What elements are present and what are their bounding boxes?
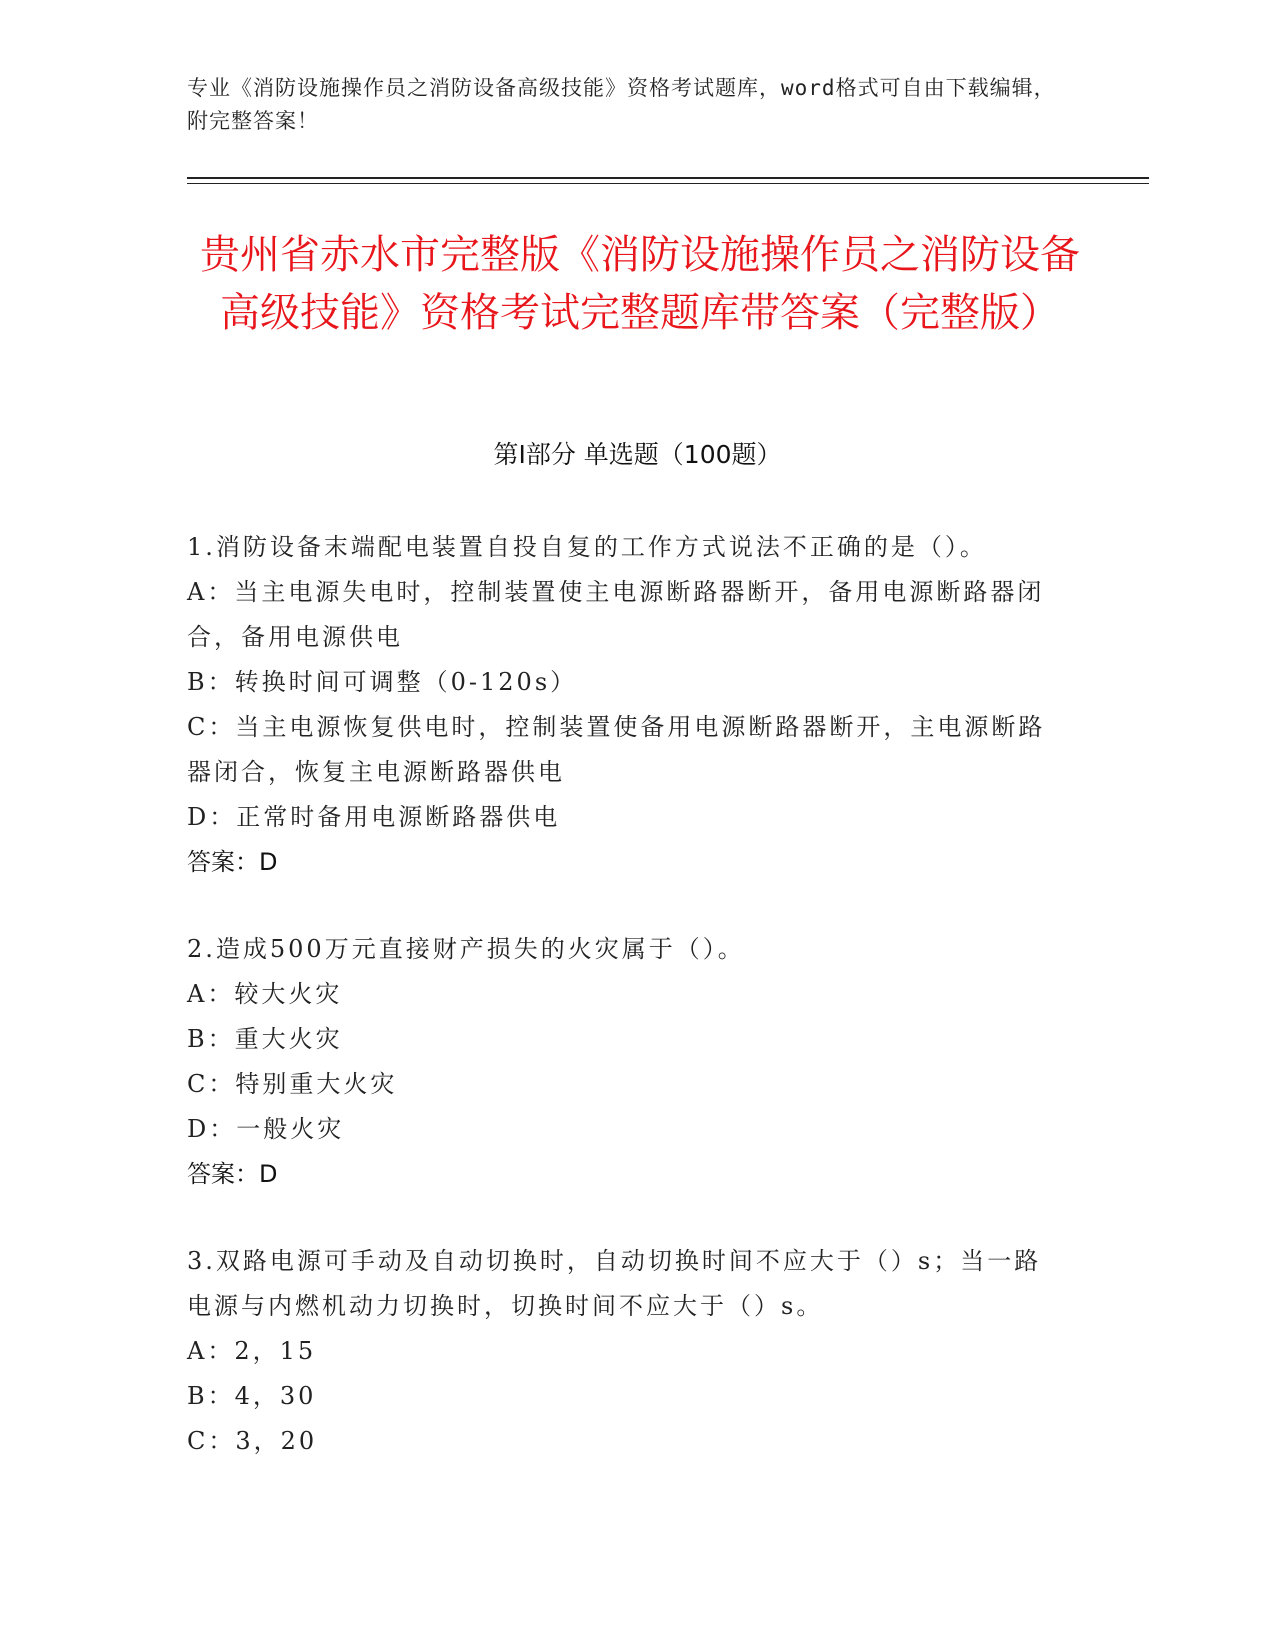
option-d: D：正常时备用电源断路器供电 <box>187 803 561 831</box>
option-b: B：重大火灾 <box>187 1025 343 1053</box>
option-b: B：转换时间可调整（0-120s） <box>187 668 578 696</box>
document-title: 贵州省赤水市完整版《消防设施操作员之消防设备高级技能》资格考试完整题库带答案（完整版） <box>200 232 1080 336</box>
question-stem: 1.消防设备末端配电装置自投自复的工作方式说法不正确的是（）。 <box>187 533 987 561</box>
option-d: D：一般火灾 <box>187 1115 345 1143</box>
option-a: A：2，15 <box>187 1337 317 1365</box>
header-rule-thick <box>187 177 1149 179</box>
option-b: B：4，30 <box>187 1382 317 1410</box>
option-c: C：特别重大火灾 <box>187 1070 398 1098</box>
option-c: C：当主电源恢复供电时，控制装置使备用电源断路器断开，主电源断路器闭合，恢复主电源断路器供电 <box>187 713 1046 786</box>
question-3 <box>187 1239 1067 1464</box>
question-list <box>187 525 1067 1506</box>
option-c: C：3，20 <box>187 1427 318 1455</box>
answer: 答案：D <box>187 848 278 876</box>
section-heading: 第Ⅰ部分 单选题（100题） <box>493 440 782 469</box>
answer: 答案：D <box>187 1160 278 1188</box>
question-stem: 2.造成500万元直接财产损失的火灾属于（）。 <box>187 935 745 963</box>
header-rule-thin <box>187 183 1149 184</box>
question-2 <box>187 927 1067 1197</box>
option-a: A：较大火灾 <box>187 980 343 1008</box>
question-1 <box>187 525 1067 885</box>
header-note: 专业《消防设施操作员之消防设备高级技能》资格考试题库，word格式可自由下载编辑，附完整答案！ <box>187 76 1056 133</box>
question-stem: 3.双路电源可手动及自动切换时，自动切换时间不应大于（）s；当一路电源与内燃机动力切换时，切换时间不应大于（）s。 <box>187 1247 1042 1320</box>
option-a: A：当主电源失电时，控制装置使主电源断路器断开，备用电源断路器闭合，备用电源供电 <box>187 578 1045 651</box>
